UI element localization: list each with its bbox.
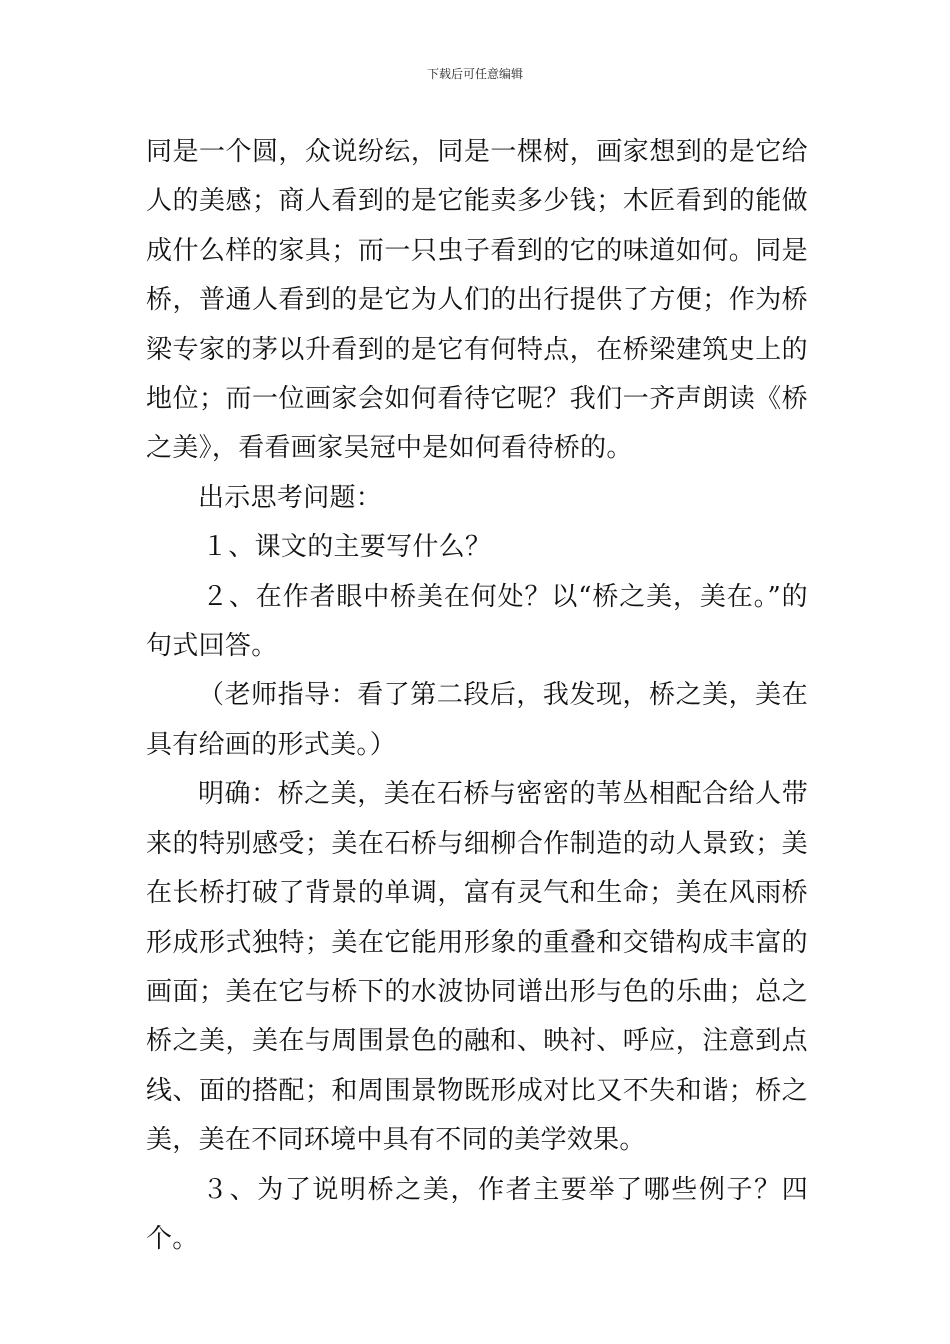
paragraph-teacher-guidance: （老师指导：看了第二段后，我发现，桥之美，美在具有给画的形式美。）	[146, 680, 808, 760]
paragraph-question-2: ２、在作者眼中桥美在何处？以“桥之美，美在。”的句式回答。	[146, 581, 808, 662]
paragraph-clarification: 明确：桥之美，美在石桥与密密的苇丛相配合给人带来的特别感受；美在石桥与细柳合作制造的动人景致；美在长桥打破了背景的单调，富有灵气和生命；美在风雨桥形成形式独特；美在它能用形象的重叠和交错构成丰富的画面；美在它与桥下的水波协同谱出形与色的乐曲；总之桥之美，美在与周围景色的融和、映衬、呼应，注意到点线、面的搭配；和周围景物既形成对比又不失和谐；桥之美，美在不同环境中具有不同的美学效果。	[146, 779, 808, 1156]
paragraph-question-1: １、课文的主要写什么？	[202, 532, 492, 563]
page-header: 下载后可任意编辑	[426, 67, 523, 81]
paragraph-intro: 同是一个圆，众说纷纭，同是一棵树，画家想到的是它给人的美感；商人看到的是它能卖多少钱；木匠看到的能做成什么样的家具；而一只虫子看到的它的味道如何。同是桥，普通人看到的是它为人们的出行提供了方便；作为桥梁专家的茅以升看到的是它有何特点，在桥梁建筑史上的地位；而一位画家会如何看待它呢？我们一齐声朗读《桥之美》，看看画家吴冠中是如何看待桥的。	[146, 137, 808, 464]
paragraph-question-3: ３、为了说明桥之美，作者主要举了哪些例子？四个。	[146, 1174, 808, 1254]
document-body	[146, 128, 808, 1264]
paragraph-questions-heading: 出示思考问题：	[198, 482, 383, 513]
